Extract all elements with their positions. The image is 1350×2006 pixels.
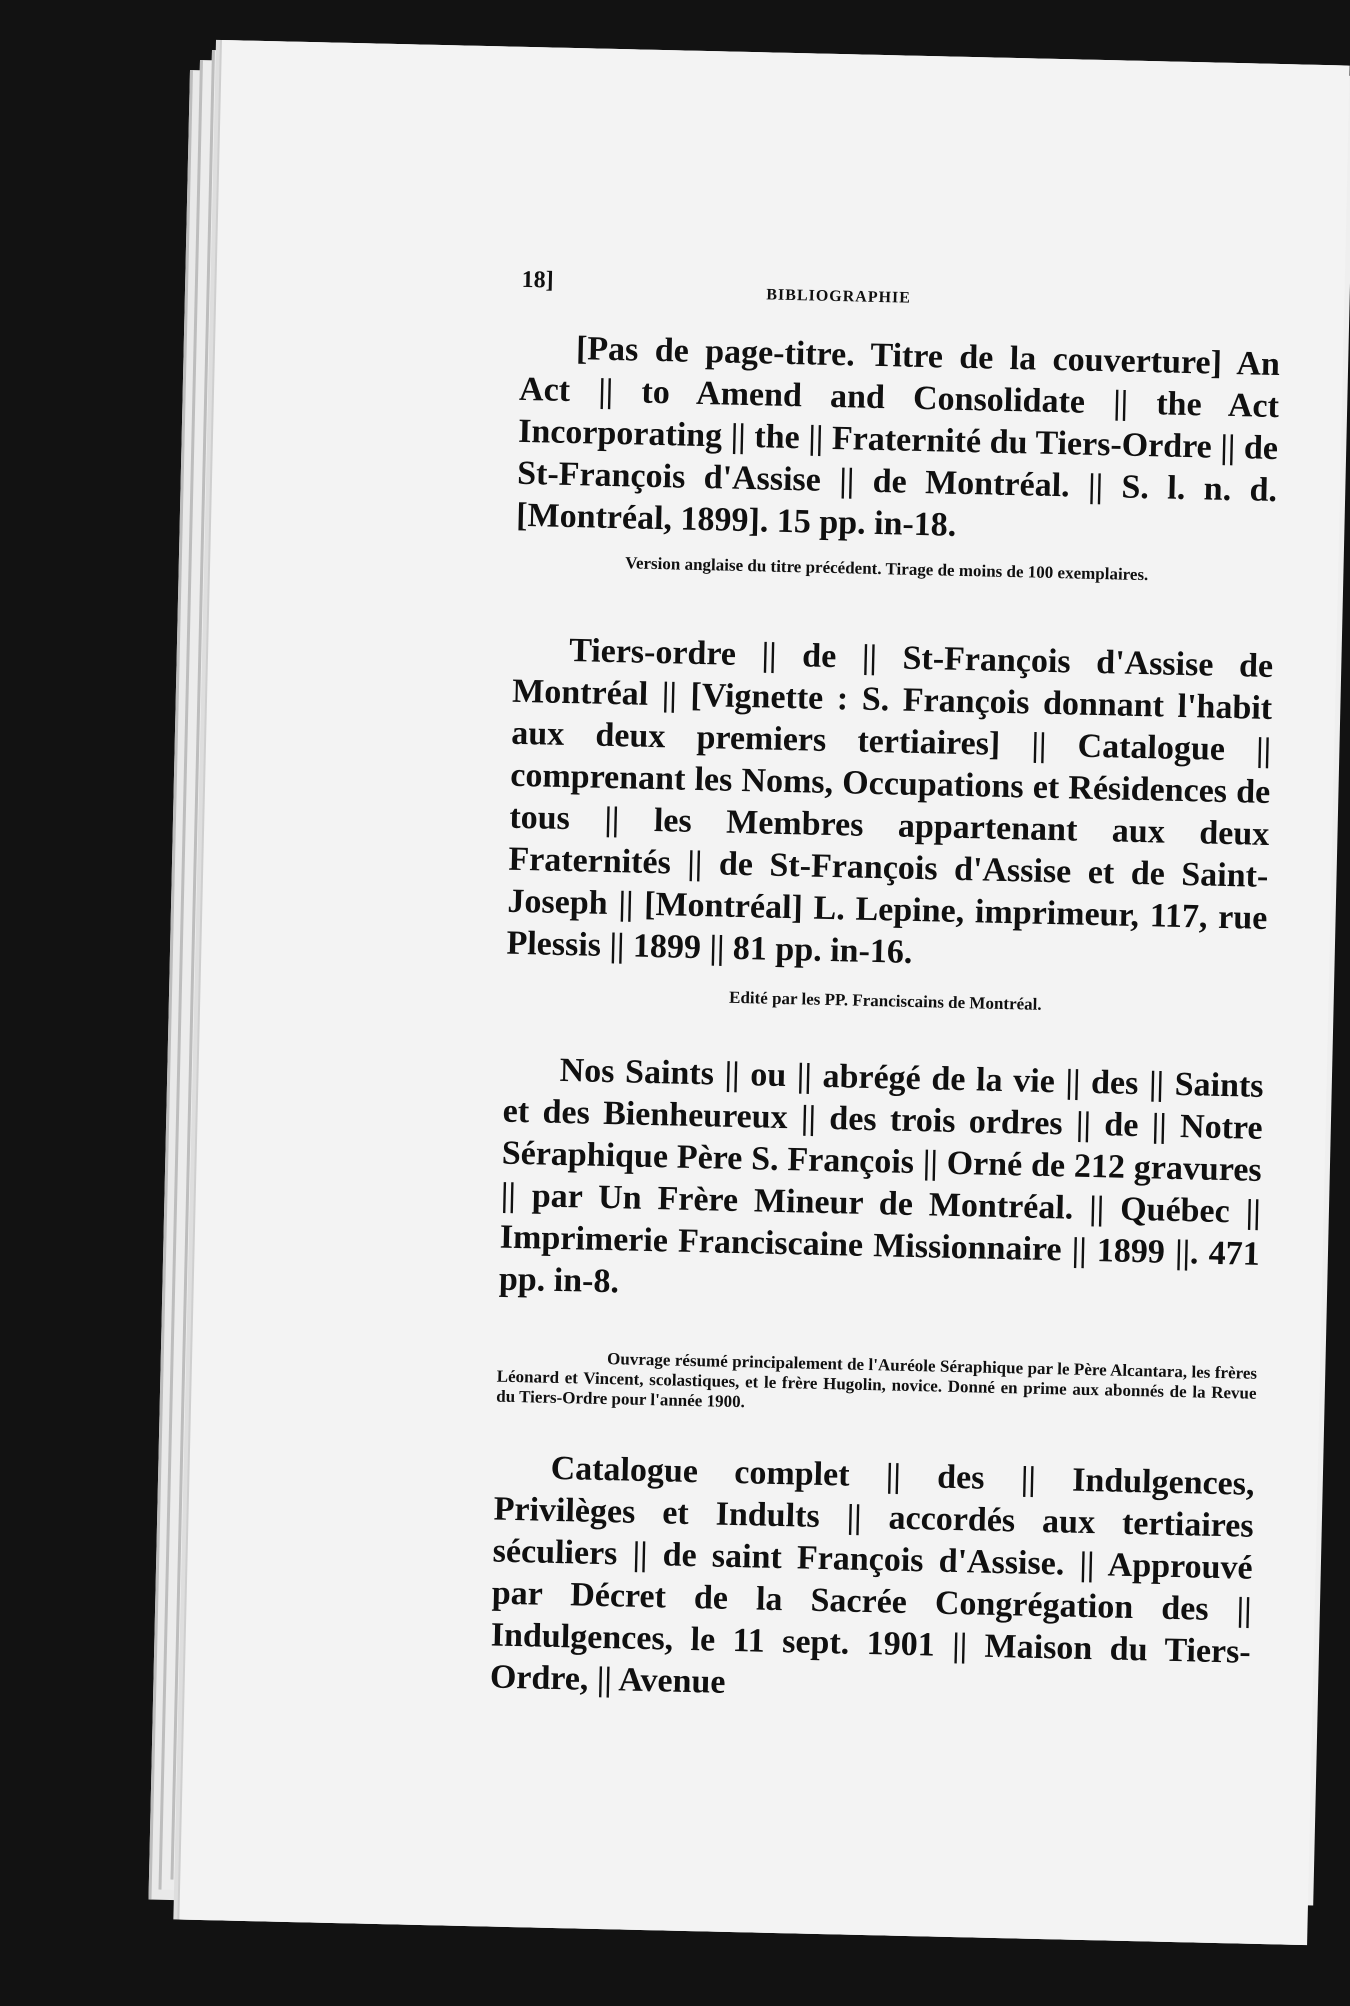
page-number: 18]	[521, 266, 554, 294]
entry-body: Catalogue complet || des || Indulgences, Privilèges et Indults || accordés aux tertiaires séculiers || de saint François d'Assise. || Approuvé par Décret de la Sacrée Congrégation des || Indulgences, le 11 sept. 1901 || Maison du Tiers-Ordre, || Avenue	[489, 1449, 1255, 1701]
entry-note: Edité par les PP. Franciscains de Montréal.	[728, 987, 1042, 1014]
entry-note: Ouvrage résumé principalement de l'Auréole Séraphique par le Père Alcantara, les frères Léonard et Vincent, scolastiques, et le frère Hugolin, novice. Donné en prime aux abonnés de la Revue du Tiers-Ordre pour l'année 1900.	[496, 1349, 1258, 1412]
entry-body: [Pas de page-titre. Titre de la couverture] An Act || to Amend and Consolidate || the Act Incorporating || the || Fraternité du Tiers-Ordre || de St-François d'Assise || de Montréal. || S. l. n. d. [Montréal, 1899]. 15 pp. in-18.	[515, 330, 1281, 544]
bibliography-entry	[505, 629, 1273, 1020]
entry-note: Version anglaise du titre précédent. Tirage de moins de 100 exemplaires.	[625, 553, 1149, 585]
entry-body: Tiers-ordre || de || St-François d'Assise de Montréal || [Vignette : S. François donnant l'habit aux deux premiers tertiaires] || Catalogue || comprenant les Noms, Occupations et Résidences de tous || les Membres appartenant aux deux Fraternités || de St-François d'Assise et de Saint-Joseph || [Montréal] L. Lepine, imprimeur, 117, rue Plessis || 1899 || 81 pp. in-16.	[506, 632, 1274, 971]
bibliography-entry	[496, 1049, 1264, 1424]
running-title: BIBLIOGRAPHIE	[766, 286, 912, 307]
entry-body: Nos Saints || ou || abrégé de la vie || des || Saints et des Bienheureux || des trois ordres || de || Notre Séraphique Père S. François || Orné de 212 gravures || par Un Frère Mineur de Montréal. || Québec || Imprimerie Franciscaine Missionnaire || 1899 ||. 471 pp. in-8.	[498, 1051, 1264, 1301]
book-page	[179, 40, 1349, 1945]
bibliography-entry	[515, 327, 1280, 588]
bibliography-entry	[489, 1447, 1255, 1716]
page-content	[489, 267, 1281, 1716]
